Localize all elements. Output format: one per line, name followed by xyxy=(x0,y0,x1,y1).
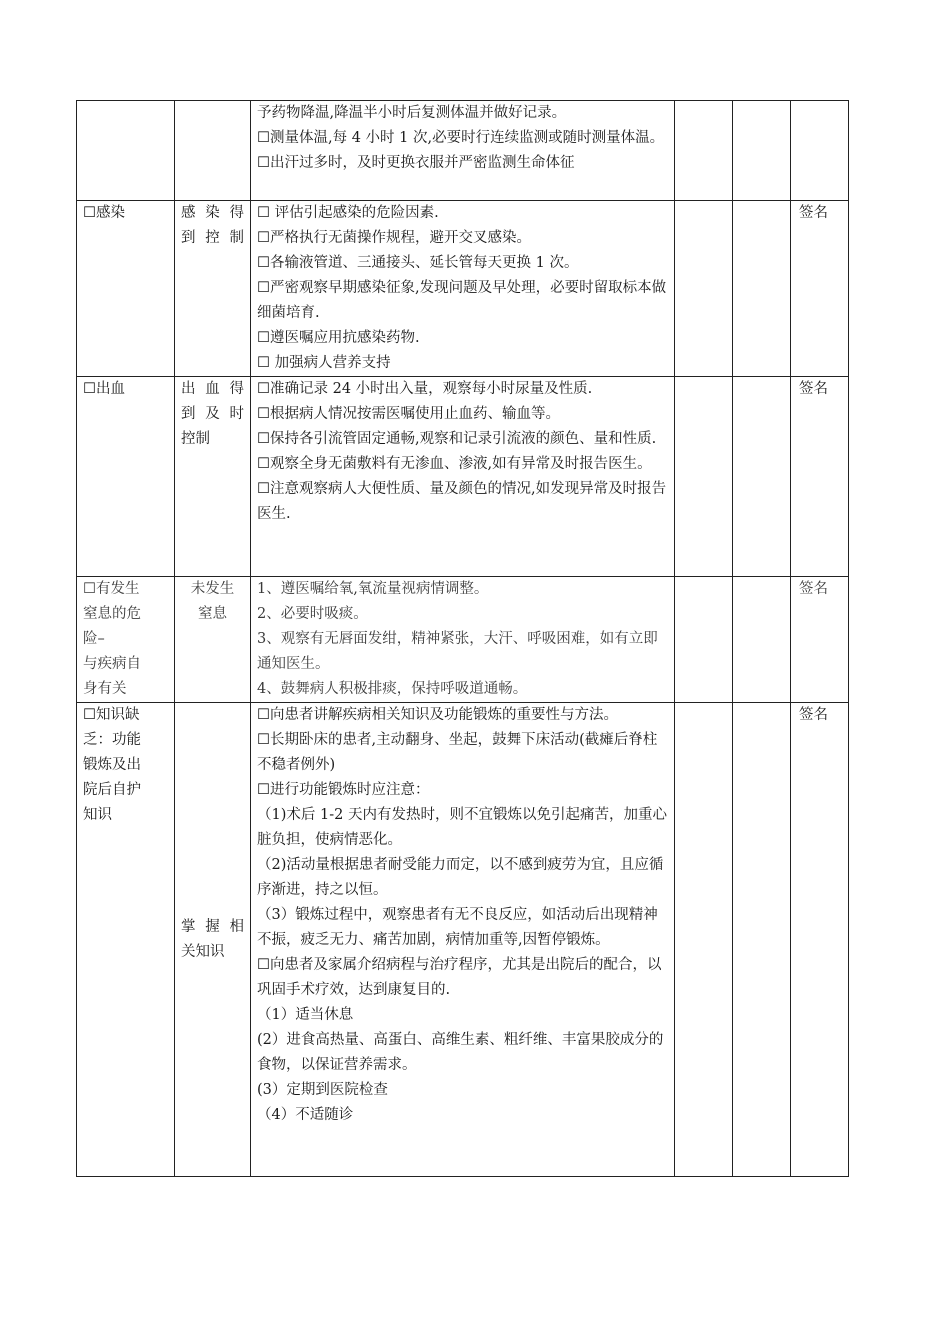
measure-line: (2）进食高热量、高蛋白、高维生素、粗纤维、丰富果胶成分的食物，以保证营养需求。 xyxy=(257,1032,664,1073)
measure-line: (3）定期到医院检查 xyxy=(257,1082,388,1098)
measure-line: ☐严格执行无菌操作规程，避开交叉感染。 xyxy=(257,230,531,246)
measures-cell xyxy=(251,201,675,377)
problem-label: ☐感染 xyxy=(83,205,125,221)
problem-label: 锻炼及出 xyxy=(83,757,141,773)
measure-line: （3）锻炼过程中，观察患者有无不良反应，如活动后出现精神不振，疲乏无力、痛苦加剧，病情加重等,因暂停锻炼。 xyxy=(257,907,658,948)
blank-cell-b xyxy=(733,377,791,577)
measure-line: ☐遵医嘱应用抗感染药物. xyxy=(257,330,420,346)
goal-cell xyxy=(175,201,251,377)
goal-cell xyxy=(175,703,251,1177)
goal-line: 到控制 xyxy=(181,230,244,246)
measure-line: （1)术后 1-2 天内有发热时，则不宜锻炼以免引起痛苦，加重心脏负担，使病情恶化。 xyxy=(257,807,667,848)
sign-cell: 签名 xyxy=(791,201,849,377)
sign-cell: 签名 xyxy=(791,377,849,577)
sign-cell: 签名 xyxy=(791,703,849,1177)
problem-cell xyxy=(77,703,175,1177)
goal-cell xyxy=(175,101,251,201)
blank-cell-a xyxy=(675,377,733,577)
goal-cell xyxy=(175,577,251,703)
problem-label: 险– xyxy=(83,631,105,647)
measure-line: ☐长期卧床的患者,主动翻身、坐起，鼓舞下床活动(截瘫后脊柱不稳者例外) xyxy=(257,732,658,773)
measure-line: ☐测量体温,每 4 小时 1 次,必要时行连续监测或随时测量体温。 xyxy=(257,130,665,146)
measure-line: ☐进行功能锻炼时应注意： xyxy=(257,782,430,798)
blank-cell-b xyxy=(733,201,791,377)
measure-line: ☐出汗过多时，及时更换衣服并严密监测生命体征 xyxy=(257,155,575,171)
blank-cell-b xyxy=(733,577,791,703)
goal-cell xyxy=(175,377,251,577)
care-plan-body xyxy=(77,101,849,1177)
measure-line: ☐准确记录 24 小时出入量，观察每小时尿量及性质. xyxy=(257,381,593,397)
measure-line: ☐ 评估引起感染的危险因素. xyxy=(257,205,439,221)
measure-line: 2、必要时吸痰。 xyxy=(257,606,368,622)
care-plan-table xyxy=(76,100,849,1177)
table-row-knowledge xyxy=(77,703,849,1177)
measure-line: （4）不适随诊 xyxy=(257,1107,354,1123)
measure-line: ☐根据病人情况按需医嘱使用止血药、输血等。 xyxy=(257,406,560,422)
problem-cell xyxy=(77,101,175,201)
goal-line: 出 血 得 xyxy=(181,381,244,397)
blank-cell-a xyxy=(675,201,733,377)
blank-cell-b xyxy=(733,703,791,1177)
table-row-bleeding xyxy=(77,377,849,577)
goal-line: 感 染 得 xyxy=(181,205,244,221)
measure-line: ☐严密观察早期感染征象,发现问题及早处理，必要时留取标本做细菌培育. xyxy=(257,280,667,321)
sign-cell xyxy=(791,101,849,201)
measure-line: （2)活动量根据患者耐受能力而定，以不感到疲劳为宜，且应循序渐进，持之以恒。 xyxy=(257,857,664,898)
goal-line: 到 及 时 xyxy=(181,406,244,422)
goal-line: 关知识 xyxy=(181,943,225,960)
measure-line: ☐向患者讲解疾病相关知识及功能锻炼的重要性与方法。 xyxy=(257,707,618,723)
problem-label: ☐出血 xyxy=(83,381,125,397)
measure-line: ☐注意观察病人大便性质、量及颜色的情况,如发现异常及时报告医生. xyxy=(257,481,667,522)
measure-line: ☐观察全身无菌敷料有无渗血、渗液,如有异常及时报告医生。 xyxy=(257,456,652,472)
measures-cell xyxy=(251,101,675,201)
measures-cell xyxy=(251,577,675,703)
problem-label: 乏：功能 xyxy=(83,732,141,748)
problem-label: 与疾病自 xyxy=(83,656,141,672)
measure-line: ☐ 加强病人营养支持 xyxy=(257,355,391,371)
table-row-asphyxia xyxy=(77,577,849,703)
problem-label: 身有关 xyxy=(83,681,127,697)
problem-cell xyxy=(77,377,175,577)
measure-line: 3、观察有无唇面发绀，精神紧张，大汗、呼吸困难，如有立即通知医生。 xyxy=(257,631,658,672)
sign-cell: 签名 xyxy=(791,577,849,703)
blank-cell-a xyxy=(675,101,733,201)
measures-cell xyxy=(251,703,675,1177)
measures-cell xyxy=(251,377,675,577)
blank-cell-a xyxy=(675,703,733,1177)
problem-cell xyxy=(77,201,175,377)
problem-label: 窒息的危 xyxy=(83,606,141,622)
problem-label: ☐知识缺 xyxy=(83,707,140,723)
measure-line: 4、鼓舞病人积极排痰，保持呼吸道通畅。 xyxy=(257,681,528,697)
measure-line: ☐向患者及家属介绍病程与治疗程序，尤其是出院后的配合，以巩固手术疗效，达到康复目的. xyxy=(257,957,662,998)
goal-line: 窒息 xyxy=(198,606,227,622)
measure-line: 予药物降温,降温半小时后复测体温并做好记录。 xyxy=(257,105,567,121)
table-row-fever-cont xyxy=(77,101,849,201)
measure-line: （1）适当休息 xyxy=(257,1007,354,1023)
measure-line: ☐保持各引流管固定通畅,观察和记录引流液的颜色、量和性质. xyxy=(257,431,657,447)
measure-line: 1、遵医嘱给氧,氧流量视病情调整。 xyxy=(257,581,489,597)
goal-line: 掌 握 相 xyxy=(181,918,244,935)
goal-line: 未发生 xyxy=(190,581,235,597)
blank-cell-a xyxy=(675,577,733,703)
measure-line: ☐各输液管道、三通接头、延长管每天更换 1 次。 xyxy=(257,255,579,271)
table-row-infection xyxy=(77,201,849,377)
problem-cell xyxy=(77,577,175,703)
problem-label: 知识 xyxy=(83,807,112,823)
problem-label: ☐有发生 xyxy=(83,581,140,597)
goal-line: 控制 xyxy=(181,431,210,447)
problem-label: 院后自护 xyxy=(83,782,141,798)
blank-cell-b xyxy=(733,101,791,201)
